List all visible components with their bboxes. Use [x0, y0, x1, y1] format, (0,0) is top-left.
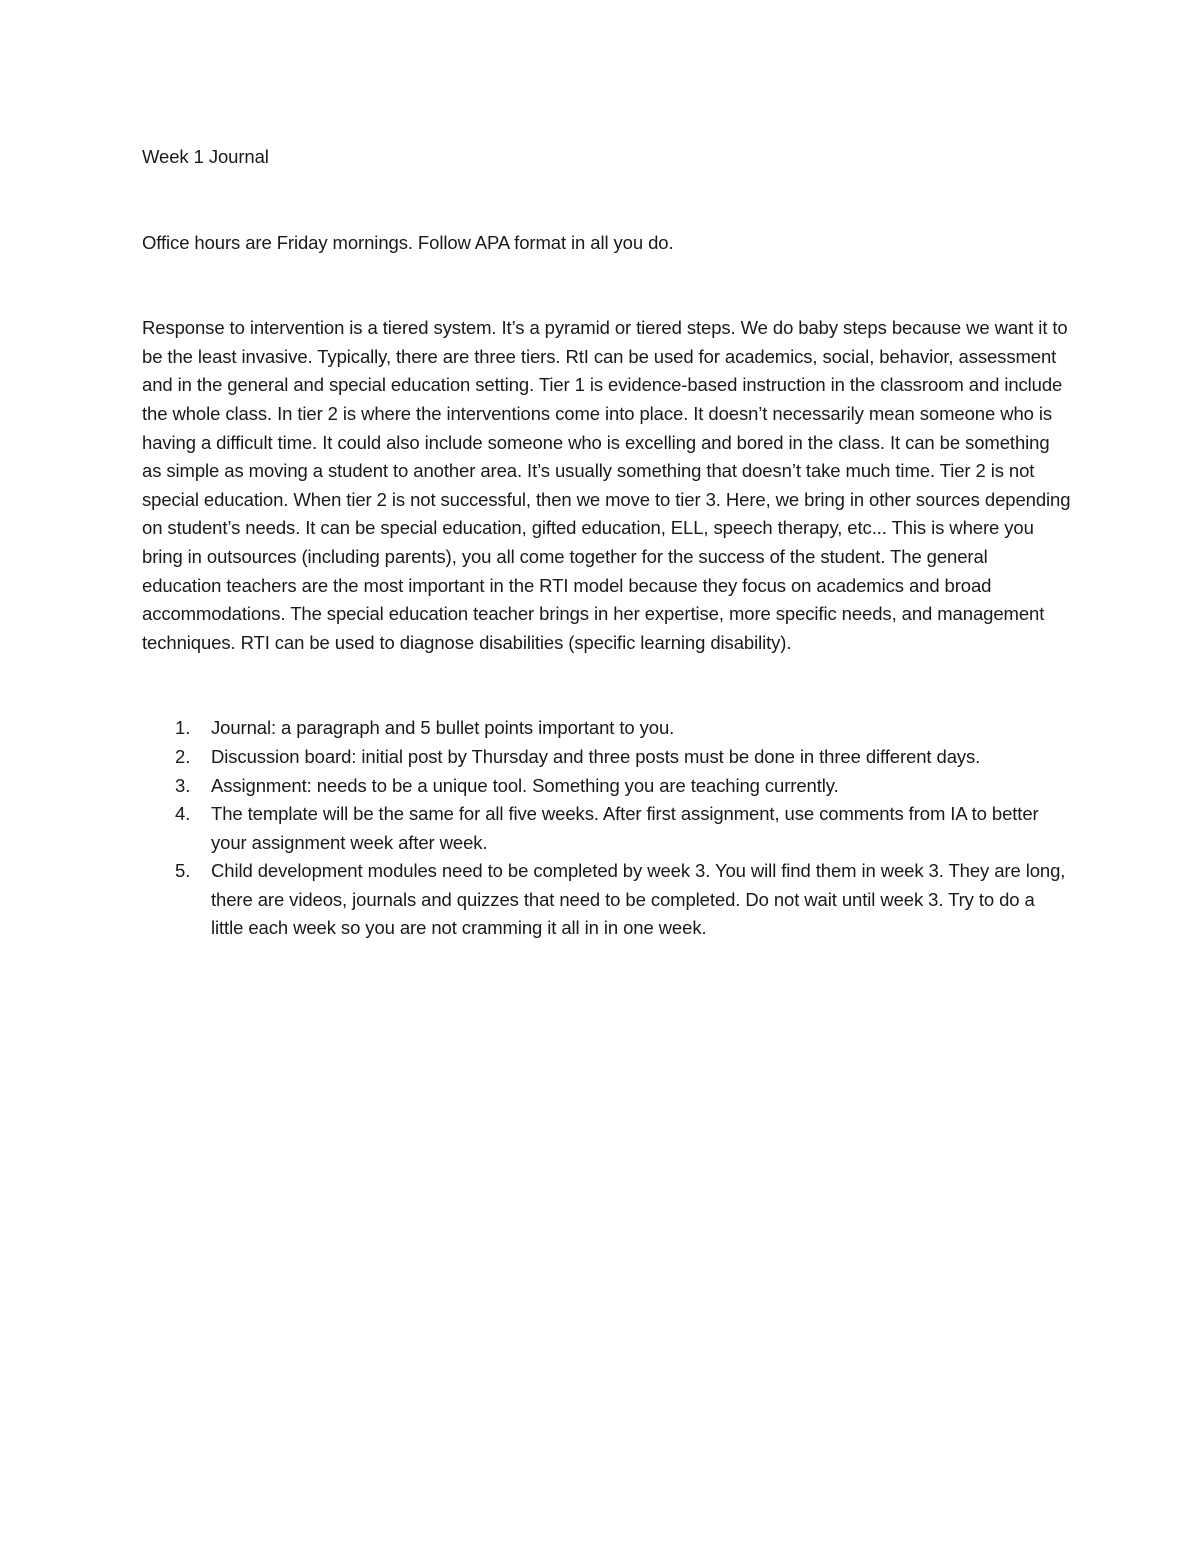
list-item [142, 743, 1072, 772]
list-item-text: Discussion board: initial post by Thursday and three posts must be done in three different days. [211, 745, 981, 767]
document-content [142, 143, 1072, 943]
office-hours-notice: Office hours are Friday mornings. Follow APA format in all you do. [142, 231, 674, 253]
list-item-number: 3. [175, 774, 191, 796]
list-item-text: Journal: a paragraph and 5 bullet points important to you. [211, 717, 675, 739]
list-item [142, 772, 1072, 801]
document-title: Week 1 Journal [142, 146, 269, 167]
list-item-number: 1. [175, 717, 191, 739]
list-item-number: 4. [175, 803, 191, 825]
list-item [142, 714, 1072, 743]
list-item-number: 2. [175, 745, 191, 767]
list-item-text: Assignment: needs to be a unique tool. Something you are teaching currently. [211, 774, 839, 796]
list-item-number: 5. [175, 860, 191, 882]
list-item-text: The template will be the same for all five weeks. After first assignment, use comments from IA to better your assignment week after week. [211, 803, 1039, 853]
task-list [142, 714, 1072, 943]
list-item-text: Child development modules need to be completed by week 3. You will find them in week 3. They are long, there are videos, journals and quizzes that need to be completed. Do not wait until week 3. Try to do a little each week so you are not cramming it all in in one week. [211, 860, 1066, 939]
rti-paragraph: Response to intervention is a tiered system. It’s a pyramid or tiered steps. We do baby steps because we want it to be the least invasive. Typically, there are three tiers. RtI can be used for academics, social, behavior, assessment and in the general and special education setting. Tier 1 is evidence-based instruction in the classroom and include the whole class. In tier 2 is where the interventions come into place. It doesn’t necessarily mean someone who is having a difficult time. It could also include someone who is excelling and bored in the class. It can be something as simple as moving a student to another area. It’s usually something that doesn’t take much time. Tier 2 is not special education. When tier 2 is not successful, then we move to tier 3. Here, we bring in other sources depending on student’s needs. It can be special education, gifted education, ELL, speech therapy, etc... This is where you bring in outsources (including parents), you all come together for the success of the student. The general education teachers are the most important in the RTI model because they focus on academics and broad accommodations. The special education teacher brings in her expertise, more specific needs, and management techniques. RTI can be used to diagnose disabilities (specific learning disability). [142, 317, 1071, 653]
list-item [142, 857, 1072, 943]
list-item [142, 800, 1072, 857]
